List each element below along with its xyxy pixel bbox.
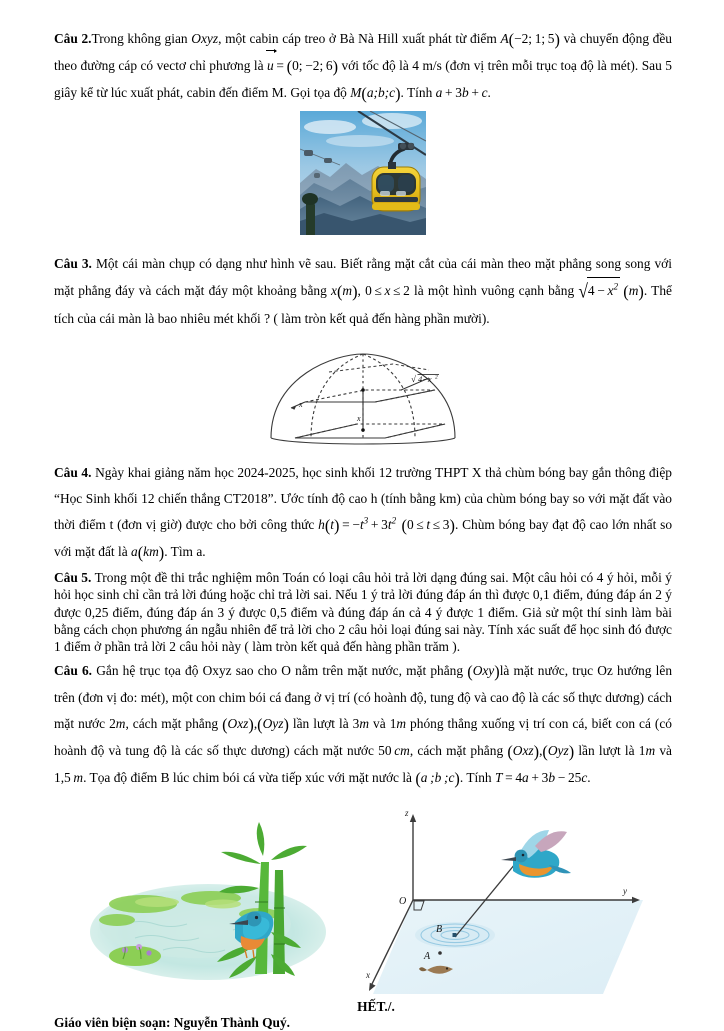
cau6-text-15: . Tính xyxy=(459,770,495,786)
point-label-B: B xyxy=(436,924,443,936)
end-of-exam-mark: HẾT./. xyxy=(357,999,395,1015)
cau2-text-1: Trong không gian xyxy=(91,31,192,46)
kingfisher-and-axes-figure xyxy=(83,804,643,999)
cau4-text-3: (đơn vị giờ) được cho bởi công thức xyxy=(113,516,319,532)
cau6-text-1: Gắn hệ trục tọa độ xyxy=(92,662,203,678)
question-label-cau4: Câu 4. xyxy=(54,464,92,480)
cau6-text-4: là mặt nước, trục xyxy=(499,662,598,678)
cau4-text-5: . Tìm xyxy=(164,543,197,559)
cau3-text-2: , xyxy=(357,283,366,299)
cau6-3m: 3m xyxy=(352,715,370,731)
teacher-signature: Giáo viên biện soạn: Nguyễn Thành Quý. xyxy=(54,1015,291,1031)
cau6-planes-1: (Oxz),(Oyz) xyxy=(222,715,289,735)
cau3-unit: (m) xyxy=(620,282,644,302)
question-label-cau2: Câu 2. xyxy=(54,31,92,46)
axis-label-origin: O xyxy=(399,896,407,908)
cau2-point-a: A(−2; 1; 5) xyxy=(500,30,560,50)
point-label-A: A xyxy=(424,951,431,963)
cau6-text-14: lúc chim bói cá vừa tiếp xúc với mặt nước là xyxy=(169,770,416,786)
cau2-text-7: . Gọi tọa độ xyxy=(283,85,351,101)
cau6-1m-2: 1m xyxy=(638,743,656,759)
cau6-text-11: lần lượt là xyxy=(574,743,639,759)
kingfisher-flying xyxy=(501,830,571,878)
question-cau2: Câu 2.Trong không gian Oxyz, một cabin cáp treo ở Bà Nà Hill xuất phát từ điểm A(−2; 1; 5) và chuyển động đều theo đường cáp có vectơ chỉ phương là u = (0; −2; 6) với tốc độ là 4 m/s (đơn vị trên mỗi trục toạ độ là mét). Sau 5 giây kể từ lúc xuất phát, cabin đến điểm M. Gọi tọa độ M(a;b;c). Tính a + 3b + c. xyxy=(54,30,672,104)
cau6-text-7: lần lượt là xyxy=(288,715,353,731)
curtain-label-x: x xyxy=(357,413,361,423)
svg-text:2: 2 xyxy=(435,374,438,380)
cau6-abc: (a ;b ;c) xyxy=(415,769,460,789)
cau4-text-2: (tính bằng km) của chùm bóng bay so với mặt đất vào thời điểm xyxy=(54,490,672,532)
cau6-50cm: 50 cm xyxy=(378,743,410,759)
cau6-Oxy: (Oxy) xyxy=(467,661,500,681)
curtain-label-x-side: x xyxy=(299,399,303,409)
cau3-sqrt-expression: $√4 - x^2$ xyxy=(578,277,620,304)
cau4-domain: (0 ≤ t ≤ 3) xyxy=(401,515,455,535)
kingfisher-pond-illustration xyxy=(90,822,326,980)
oxyz-coordinate-diagram xyxy=(365,808,643,994)
question-label-cau5: Câu 5. xyxy=(54,569,92,585)
cau6-B: B xyxy=(160,770,170,786)
cau6-Oz: Oz xyxy=(597,662,613,678)
cau6-2m: 2m xyxy=(109,715,126,731)
cau2-text-9: . xyxy=(487,85,491,101)
cau4-t: t xyxy=(109,516,114,532)
question-label-cau3: Câu 3. xyxy=(54,256,92,272)
cau4-text-6: . xyxy=(202,543,206,559)
cau6-text-8: và xyxy=(369,715,390,731)
svg-text:√: √ xyxy=(411,373,416,384)
curtain-solid-diagram xyxy=(253,350,473,446)
cau2-text-2: , một cabin cáp treo ở Bà Nà Hill xuất phát từ điểm xyxy=(218,31,501,46)
cau4-text-1: Ngày khai giảng năm học 2024-2025, học sinh khối 12 trường THPT X thả chùm bóng bay gắn thông điệp “Học Sinh khối 12 chiến thắng CT2018”. Ước tính độ cao xyxy=(54,464,672,506)
cau5-text: Trong một đề thi trắc nghiệm môn Toán có loại câu hỏi trả lời dạng đúng sai. Một câu hỏi có 4 ý hỏi, mỗi ý hỏi học sinh chỉ cần trả lời đúng hoặc chỉ trả lời sai. Nếu 1 ý trả lời đúng đáp án thì được 0,1 điểm, đúng đáp án 2 ý được 0,25 điểm, đúng đáp án 3 ý được 0,5 điểm và đúng đáp án cả 4 ý được 1 điểm. Giả sử một thí sinh làm bài bằng cách chọn phương án ngẫu nhiên để trả lời cho 2 câu hỏi loại đúng sai này. Tính xác suất để học sinh đó được 1 điểm ở phần trả lời 2 câu hỏi này ( làm tròn kết quả đến hàng phần trăm ). xyxy=(54,569,672,655)
cau6-text-5: hướng lên trên (đơn vị đo: mét), một con chim bói cá đang ở vị trí (có hoành độ, tung độ và cao độ là các số thực dương) cách mặt nước xyxy=(54,662,673,731)
axis-label-x: x xyxy=(366,970,370,981)
cau6-text-13: . Tọa độ điểm xyxy=(83,770,161,786)
axis-label-y: y xyxy=(623,886,627,897)
cau2-text-3: và chuyển động đều theo đường cáp có vectơ chỉ phương là xyxy=(54,31,672,74)
curtain-label-sqrt xyxy=(411,374,439,384)
cau6-O: O xyxy=(281,662,291,678)
question-cau3 xyxy=(54,251,672,331)
cau6-T: T = 4a + 3b − 25c xyxy=(494,770,588,786)
cau2-seconds: 5 xyxy=(665,58,672,74)
cau6-text-16: . xyxy=(587,770,591,786)
bottom-figure-row xyxy=(54,804,672,999)
axis-label-z: z xyxy=(405,808,409,819)
cau6-text-9: phóng thẳng xuống vị trí con cá, biết con cá (có hoành độ và tung độ là các số thực dương) cách mặt nước xyxy=(54,715,673,759)
document-content xyxy=(54,26,672,1031)
question-cau4 xyxy=(54,460,672,566)
cau3-text-1: Một cái màn chụp có dạng như hình vẽ sau. Biết rằng mặt cắt của cái màn theo mặt phẳng song song với mặt phẳng đáy và cách mặt đáy một khoảng bằng xyxy=(54,256,672,299)
cable-car-photo xyxy=(300,111,426,235)
cau4-a: a xyxy=(196,543,203,559)
cau6-text-10: , cách mặt phẳng xyxy=(409,743,508,759)
cau2-text-5: m/s (đơn vị trên mỗi trục toạ độ là mét). Sau xyxy=(419,58,666,74)
cau2-point-m-coords: M(a;b;c) xyxy=(350,84,401,104)
svg-text:4−x: 4−x xyxy=(418,374,432,384)
cau6-text-3: nằm trên mặt nước, mặt phẳng xyxy=(290,662,468,678)
cau2-text-8: . Tính xyxy=(400,85,436,101)
cau4-text-4: . Chùm bóng bay đạt độ cao lớn nhất so với mặt đất là xyxy=(54,516,673,559)
curtain-figure xyxy=(54,350,672,446)
cau6-planes-2: (Oxz),(Oyz) xyxy=(507,742,575,762)
question-cau6 xyxy=(54,658,672,793)
cau2-point-m: M xyxy=(271,85,284,101)
cau2-text-6: giây kể từ lúc xuất phát, cabin đến điểm xyxy=(54,85,272,101)
cau4-h: h xyxy=(370,490,378,506)
question-label-cau6: Câu 6. xyxy=(54,662,93,678)
cau3-text-3: là một hình vuông cạnh bằng xyxy=(409,283,579,299)
cau4-formula: $h(t) = -t^3 + 3t^2$ xyxy=(318,515,397,535)
cable-car-figure xyxy=(54,111,672,235)
cau6-text-6: , cách mặt phẳng xyxy=(125,715,223,731)
cau6-text-2: sao cho xyxy=(231,662,282,678)
cau2-expression: a + 3b + c xyxy=(435,85,488,101)
cau3-range: 0 ≤ x ≤ 2 xyxy=(365,283,410,299)
cau6-oxyz: Oxyz xyxy=(202,662,232,678)
cau2-vector-u: u = (0; −2; 6) xyxy=(267,58,338,73)
cau6-text-12: và xyxy=(655,743,672,759)
cau3-x-m: x(m) xyxy=(331,282,358,302)
cau2-speed: 4 xyxy=(412,58,419,74)
cau2-text-4: với tốc độ là xyxy=(338,58,413,74)
cau6-1m: 1m xyxy=(389,715,407,731)
question-cau5 xyxy=(54,569,672,656)
cau6-15m: 1,5 m xyxy=(54,770,84,786)
cau4-a-km: a(km) xyxy=(131,542,165,562)
cau3-text-4: . Thể tích của cái màn là bao nhiêu mét khối ? ( làm tròn kết quả đến hàng phần mười). xyxy=(54,283,672,326)
